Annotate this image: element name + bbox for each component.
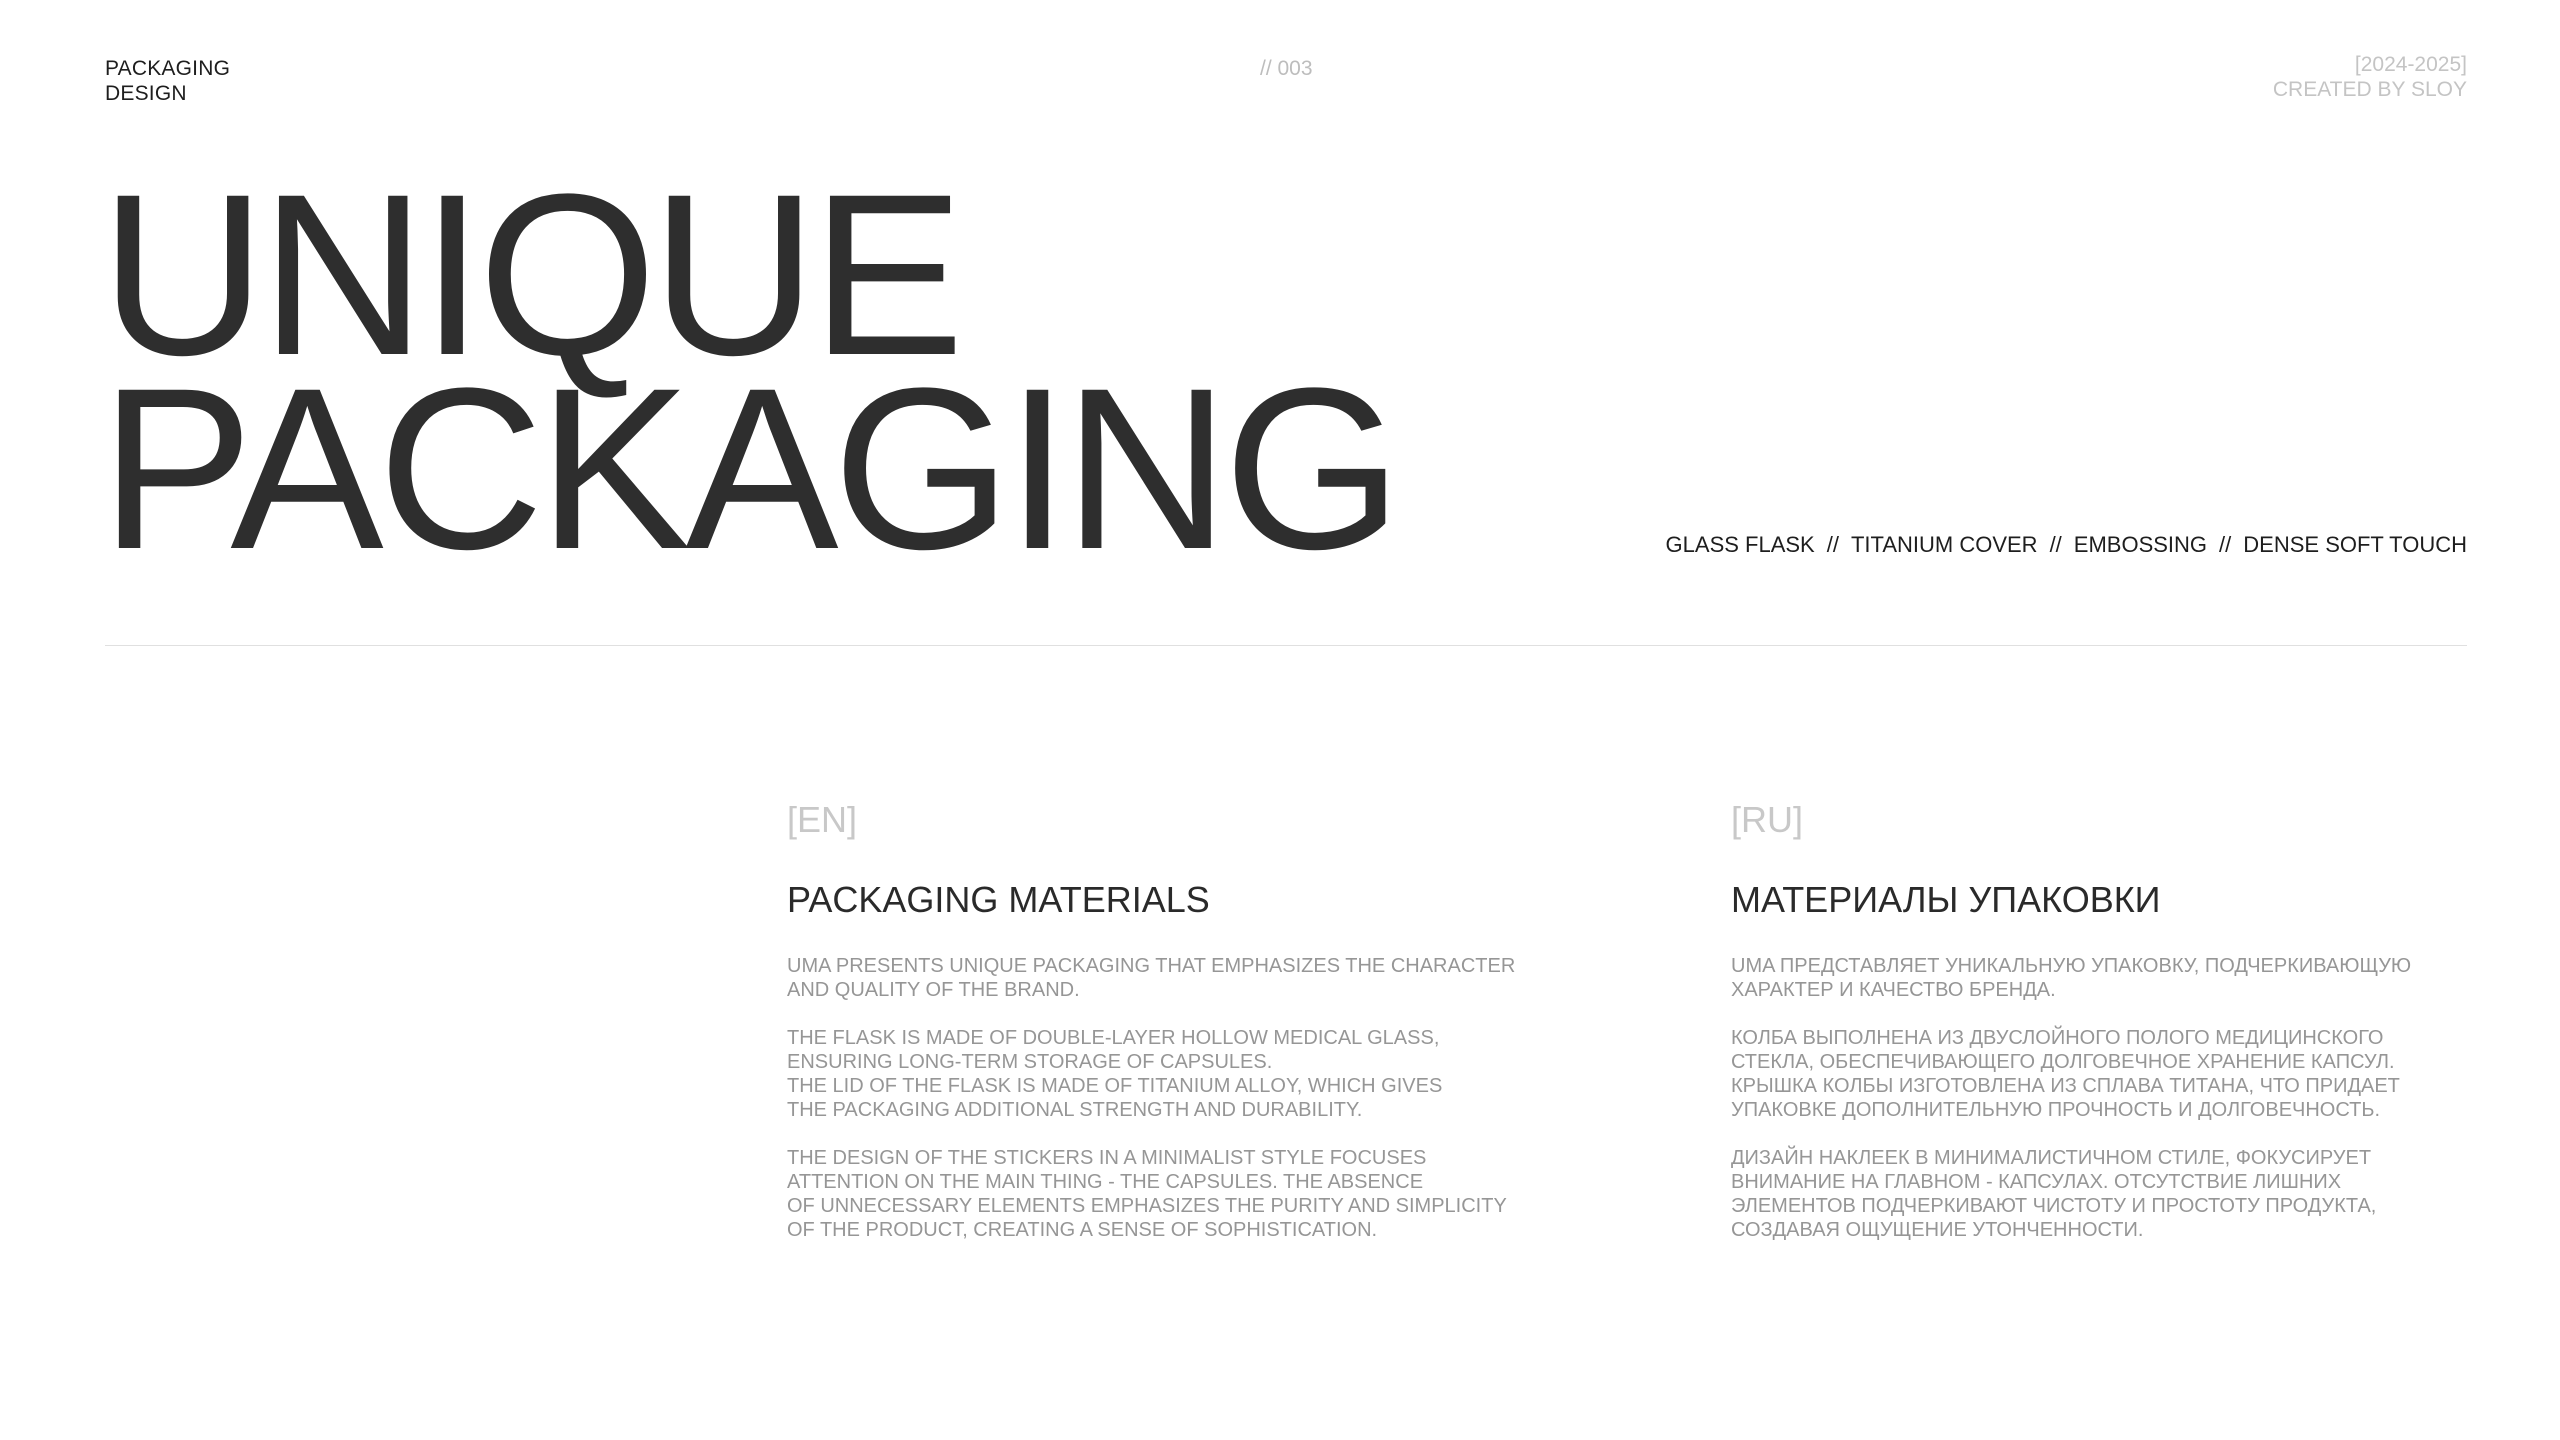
page-title-line1: UNIQUE — [100, 146, 959, 403]
page-title — [100, 146, 1397, 597]
feature-tags — [1666, 531, 2467, 559]
tag-separator: // — [2049, 532, 2062, 557]
paragraph-ru: ДИЗАЙН НАКЛЕЕК В МИНИМАЛИСТИЧНОМ СТИЛЕ, ФОКУСИРУЕТ ВНИМАНИЕ НА ГЛАВНОМ - КАПСУЛАХ. ОТСУТСТВИЕ ЛИШНИХ ЭЛЕМЕНТОВ ПОДЧЕРКИВАЮТ ЧИСТОТУ И ПРОСТОТУ ПРОДУКТА, СОЗДАВАЯ ОЩУЩЕНИЕ УТОНЧЕННОСТИ. — [1731, 1147, 2377, 1241]
tag-item: EMBOSSING — [2073, 532, 2208, 557]
paragraph-en: THE FLASK IS MADE OF DOUBLE-LAYER HOLLOW MEDICAL GLASS, ENSURING LONG-TERM STORAGE OF CAPSULES. THE LID OF THE FLASK IS MADE OF TITANIUM ALLOY, WHICH GIVES THE PACKAGING ADDITIONAL STRENGTH AND DURABILITY. — [787, 1027, 1443, 1121]
tag-separator: // — [2219, 532, 2232, 557]
section-label — [105, 56, 230, 106]
tag-item: DENSE SOFT TOUCH — [2243, 532, 2467, 557]
creator-label: CREATED BY SLOY — [2272, 78, 2467, 101]
russian-column — [1731, 800, 2471, 1266]
section-label-line2: DESIGN — [105, 82, 187, 105]
tag-item: TITANIUM COVER — [1850, 532, 2038, 557]
paragraph-en: THE DESIGN OF THE STICKERS IN A MINIMALIST STYLE FOCUSES ATTENTION ON THE MAIN THING - THE CAPSULES. THE ABSENCE OF UNNECESSARY ELEMENTS EMPHASIZES THE PURITY AND SIMPLICITY OF THE PRODUCT, CREATING A SENSE OF SOPHISTICATION. — [787, 1147, 1507, 1241]
credits — [2273, 52, 2467, 102]
section-title-en: PACKAGING MATERIALS — [787, 879, 1210, 920]
page-number: // 003 — [1260, 57, 1313, 80]
page-title-line2: PACKAGING — [100, 340, 1397, 597]
tag-separator: // — [1826, 532, 1839, 557]
years-label: [2024-2025] — [2354, 53, 2467, 76]
tag-item: GLASS FLASK — [1665, 532, 1815, 557]
paragraph-en: UMA PRESENTS UNIQUE PACKAGING THAT EMPHASIZES THE CHARACTER AND QUALITY OF THE BRAND. — [787, 955, 1516, 1001]
paragraph-ru: UMA ПРЕДСТАВЛЯЕТ УНИКАЛЬНУЮ УПАКОВКУ, ПОДЧЕРКИВАЮЩУЮ ХАРАКТЕР И КАЧЕСТВО БРЕНДА. — [1731, 955, 2412, 1001]
section-label-line1: PACKAGING — [105, 57, 231, 80]
language-label-ru: [RU] — [1731, 799, 1803, 840]
english-column — [787, 800, 1547, 1266]
paragraph-ru: КОЛБА ВЫПОЛНЕНА ИЗ ДВУСЛОЙНОГО ПОЛОГО МЕДИЦИНСКОГО СТЕКЛА, ОБЕСПЕЧИВАЮЩЕГО ДОЛГОВЕЧНОЕ ХРАНЕНИЕ КАПСУЛ. КРЫШКА КОЛБЫ ИЗГОТОВЛЕНА ИЗ СПЛАВА ТИТАНА, ЧТО ПРИДАЕТ УПАКОВКЕ ДОПОЛНИТЕЛЬНУЮ ПРОЧНОСТЬ И ДОЛГОВЕЧНОСТЬ. — [1731, 1027, 2400, 1121]
section-title-ru: МАТЕРИАЛЫ УПАКОВКИ — [1731, 879, 2161, 920]
language-label-en: [EN] — [787, 799, 858, 840]
divider — [105, 645, 2467, 646]
